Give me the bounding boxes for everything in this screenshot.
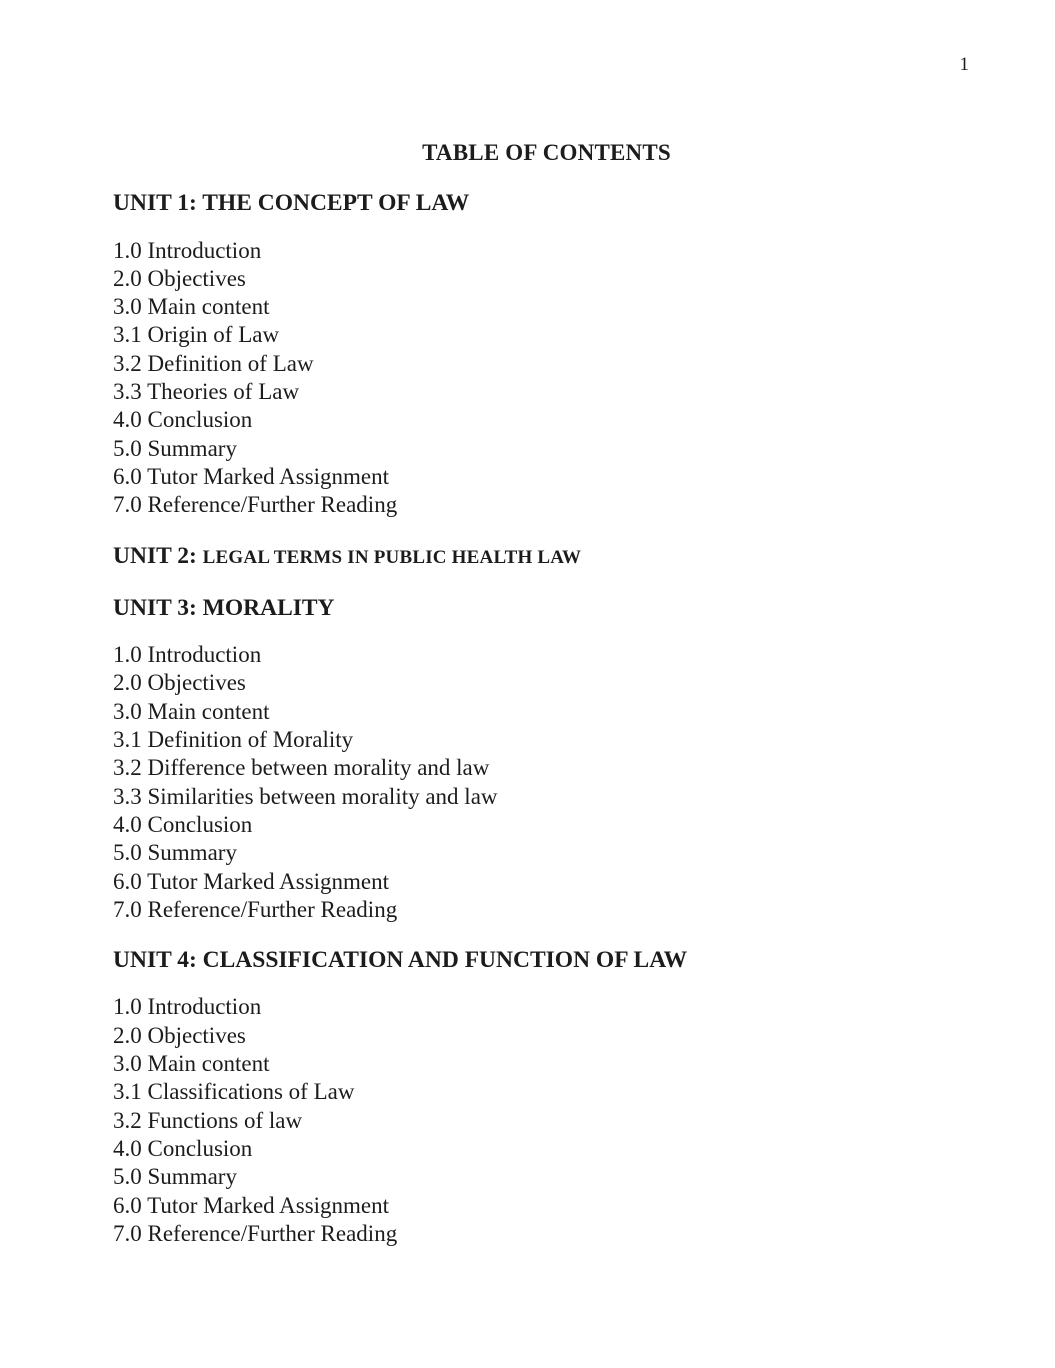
unit-1-heading: UNIT 1: THE CONCEPT OF LAW — [113, 190, 470, 217]
unit-3-items — [113, 641, 980, 924]
toc-title: TABLE OF CONTENTS — [422, 140, 671, 165]
toc-item: 3.3 Theories of Law — [113, 379, 300, 405]
unit-1-items — [113, 237, 980, 520]
unit-2-heading-rest: LEGAL TERMS IN PUBLIC HEALTH LAW — [202, 546, 582, 568]
toc-item: 3.3 Similarities between morality and law — [113, 783, 498, 809]
toc-item: 1.0 Introduction — [113, 994, 262, 1020]
toc-item: 4.0 Conclusion — [113, 811, 253, 837]
page-number: 1 — [959, 54, 969, 75]
toc-item: 3.2 Difference between morality and law — [113, 755, 490, 781]
toc-item: 6.0 Tutor Marked Assignment — [113, 868, 390, 894]
unit-4-heading: UNIT 4: CLASSIFICATION AND FUNCTION OF LAW — [113, 947, 688, 974]
toc-item: 5.0 Summary — [113, 1164, 237, 1190]
toc-item: 3.1 Classifications of Law — [113, 1079, 355, 1105]
section-unit-2 — [113, 542, 980, 572]
toc-item: 3.2 Functions of law — [113, 1107, 303, 1133]
section-unit-3 — [113, 594, 980, 924]
toc-item: 4.0 Conclusion — [113, 407, 253, 433]
toc-item: 3.0 Main content — [113, 294, 270, 320]
toc-item: 7.0 Reference/Further Reading — [113, 1220, 398, 1246]
toc-item: 3.2 Definition of Law — [113, 350, 314, 376]
toc-item: 6.0 Tutor Marked Assignment — [113, 1192, 390, 1218]
section-unit-1 — [113, 189, 980, 519]
toc-item: 6.0 Tutor Marked Assignment — [113, 463, 390, 489]
section-unit-4 — [113, 946, 980, 1248]
toc-item: 7.0 Reference/Further Reading — [113, 896, 398, 922]
toc-item: 5.0 Summary — [113, 840, 237, 866]
unit-3-heading: UNIT 3: MORALITY — [113, 594, 335, 621]
toc-item: 3.0 Main content — [113, 1051, 270, 1077]
toc-item: 2.0 Objectives — [113, 670, 246, 696]
toc-content — [113, 139, 980, 1248]
toc-item: 7.0 Reference/Further Reading — [113, 492, 398, 518]
toc-item: 1.0 Introduction — [113, 237, 262, 263]
unit-4-items — [113, 993, 980, 1248]
unit-2-heading-prefix: UNIT 2: — [113, 542, 203, 569]
toc-item: 3.0 Main content — [113, 698, 270, 724]
toc-item: 1.0 Introduction — [113, 642, 262, 668]
toc-item: 2.0 Objectives — [113, 1022, 246, 1048]
toc-item: 3.1 Origin of Law — [113, 322, 280, 348]
toc-item: 2.0 Objectives — [113, 265, 246, 291]
toc-item: 5.0 Summary — [113, 435, 237, 461]
toc-item: 4.0 Conclusion — [113, 1135, 253, 1161]
unit-2-heading — [113, 542, 980, 572]
toc-item: 3.1 Definition of Morality — [113, 727, 354, 753]
